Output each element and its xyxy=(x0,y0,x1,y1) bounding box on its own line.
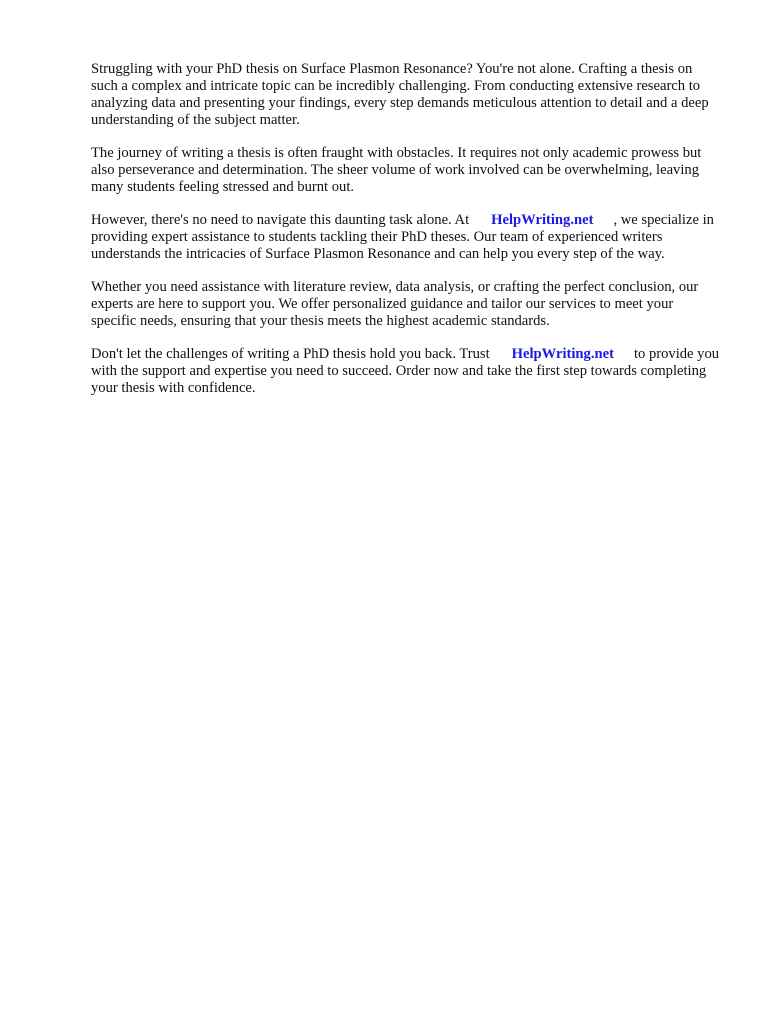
paragraph-cta-before: Don't let the challenges of writing a PhD thesis hold you back. Trust xyxy=(91,346,490,362)
paragraph-services: Whether you need assistance with literature review, data analysis, or crafting the perfect conclusion, our experts are here to support you. We offer personalized guidance and tailor our services to meet your specific needs, ensuring that your thesis meets the highest academic standards. xyxy=(91,279,699,329)
document-body xyxy=(91,61,721,413)
paragraph-journey: The journey of writing a thesis is often fraught with obstacles. It requires not only academic prowess but also perseverance and determination. The sheer volume of work involved can be overwhelming, leaving many students feeling stressed and burnt out. xyxy=(91,145,702,195)
paragraph-cta-after: to provide you with the support and expertise you need to succeed. Order now and take the first step towards completing your thesis with confidence. xyxy=(91,346,720,396)
paragraph-assistance-before: However, there's no need to navigate this daunting task alone. At xyxy=(91,212,470,228)
helpwriting-link-cta[interactable]: HelpWriting.net xyxy=(511,346,614,362)
paragraph-cta xyxy=(91,346,721,397)
paragraph-assistance-after: , we specialize in providing expert assistance to students tackling their PhD theses. Our team of experienced writers understands the intricacies of Surface Plasmon Resonance and can help you every step of the way. xyxy=(91,212,714,262)
paragraph-intro: Struggling with your PhD thesis on Surface Plasmon Resonance? You're not alone. Crafting a thesis on such a complex and intricate topic can be incredibly challenging. From conducting extensive research to analyzing data and presenting your findings, every step demands meticulous attention to detail and a deep understanding of the subject matter. xyxy=(91,61,709,128)
helpwriting-link[interactable]: HelpWriting.net xyxy=(491,212,594,228)
paragraph-assistance xyxy=(91,212,721,263)
